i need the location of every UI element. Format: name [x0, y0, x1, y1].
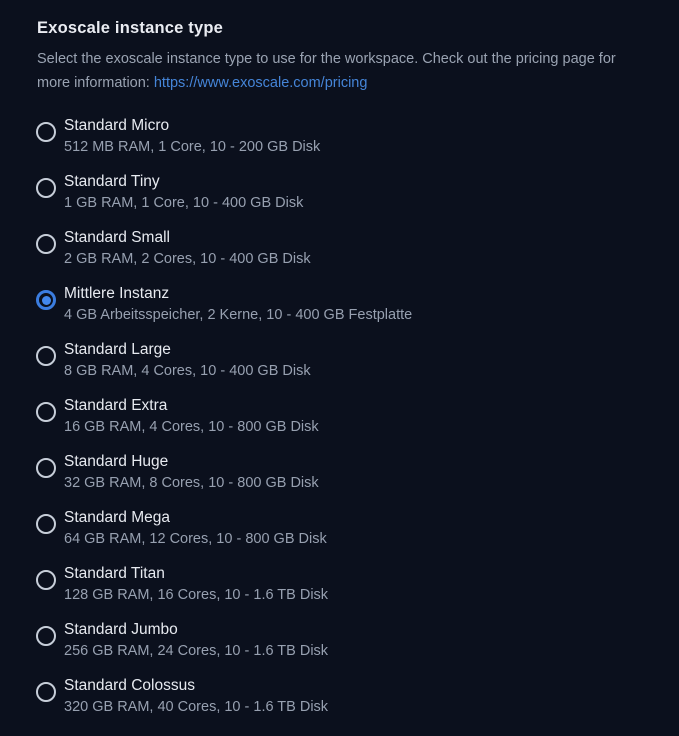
- instance-option-text: [64, 674, 328, 718]
- instance-option-label: Mittlere Instanz: [64, 285, 170, 302]
- instance-option-specs: 64 GB RAM, 12 Cores, 10 - 800 GB Disk: [64, 531, 327, 547]
- radio-button-icon[interactable]: [36, 570, 56, 590]
- instance-option-label: Standard Jumbo: [64, 621, 178, 638]
- instance-option[interactable]: [36, 674, 642, 718]
- instance-option-text: [64, 450, 319, 494]
- instance-option-text: [64, 170, 303, 214]
- instance-option-text: [64, 394, 319, 438]
- instance-option[interactable]: [36, 450, 642, 494]
- instance-option[interactable]: [36, 394, 642, 438]
- page-description: [37, 47, 637, 95]
- radio-button-icon[interactable]: [36, 626, 56, 646]
- instance-option-text: [64, 114, 320, 158]
- radio-button-icon[interactable]: [36, 178, 56, 198]
- instance-option-specs: 8 GB RAM, 4 Cores, 10 - 400 GB Disk: [64, 363, 311, 379]
- instance-option-label: Standard Micro: [64, 117, 170, 134]
- instance-option-label: Standard Colossus: [64, 677, 195, 694]
- radio-button-icon[interactable]: [36, 122, 56, 142]
- page-description-text: Select the exoscale instance type to use for the workspace. Check out the pricing page for more information:: [37, 51, 616, 91]
- instance-option-text: [64, 506, 327, 550]
- radio-button-icon[interactable]: [36, 402, 56, 422]
- instance-option-label: Standard Mega: [64, 509, 170, 526]
- instance-option-specs: 16 GB RAM, 4 Cores, 10 - 800 GB Disk: [64, 419, 319, 435]
- instance-option-label: Standard Huge: [64, 453, 169, 470]
- instance-option[interactable]: [36, 226, 642, 270]
- instance-option-text: [64, 282, 412, 326]
- instance-option[interactable]: [36, 618, 642, 662]
- instance-option-text: [64, 338, 311, 382]
- instance-option-specs: 256 GB RAM, 24 Cores, 10 - 1.6 TB Disk: [64, 643, 329, 659]
- instance-option-specs: 2 GB RAM, 2 Cores, 10 - 400 GB Disk: [64, 251, 311, 267]
- instance-option[interactable]: [36, 562, 642, 606]
- radio-button-icon[interactable]: [36, 514, 56, 534]
- instance-option-label: Standard Large: [64, 341, 171, 358]
- instance-type-radio-group: [36, 114, 642, 718]
- pricing-link[interactable]: https://www.exoscale.com/pricing: [153, 75, 368, 91]
- instance-option-specs: 128 GB RAM, 16 Cores, 10 - 1.6 TB Disk: [64, 587, 329, 603]
- instance-option-text: [64, 562, 328, 606]
- instance-option-label: Standard Titan: [64, 565, 165, 582]
- instance-option[interactable]: [36, 114, 642, 158]
- radio-button-icon[interactable]: [36, 346, 56, 366]
- instance-option-specs: 4 GB Arbeitsspeicher, 2 Kerne, 10 - 400 GB Festplatte: [64, 307, 413, 323]
- instance-option-specs: 320 GB RAM, 40 Cores, 10 - 1.6 TB Disk: [64, 699, 329, 715]
- instance-option-label: Standard Extra: [64, 397, 168, 414]
- instance-option[interactable]: [36, 282, 642, 326]
- radio-button-icon[interactable]: [36, 234, 56, 254]
- instance-option-text: [64, 618, 328, 662]
- instance-option[interactable]: [36, 170, 642, 214]
- radio-button-icon[interactable]: [36, 682, 56, 702]
- instance-option-text: [64, 226, 311, 270]
- instance-option-label: Standard Small: [64, 229, 170, 246]
- instance-option-label: Standard Tiny: [64, 173, 160, 190]
- radio-button-icon[interactable]: [36, 290, 56, 310]
- page-title: Exoscale instance type: [37, 19, 223, 37]
- instance-option-specs: 1 GB RAM, 1 Core, 10 - 400 GB Disk: [64, 195, 304, 211]
- instance-option-specs: 32 GB RAM, 8 Cores, 10 - 800 GB Disk: [64, 475, 319, 491]
- radio-selected-dot: [42, 296, 51, 305]
- instance-option[interactable]: [36, 506, 642, 550]
- instance-option[interactable]: [36, 338, 642, 382]
- instance-option-specs: 512 MB RAM, 1 Core, 10 - 200 GB Disk: [64, 139, 321, 155]
- radio-button-icon[interactable]: [36, 458, 56, 478]
